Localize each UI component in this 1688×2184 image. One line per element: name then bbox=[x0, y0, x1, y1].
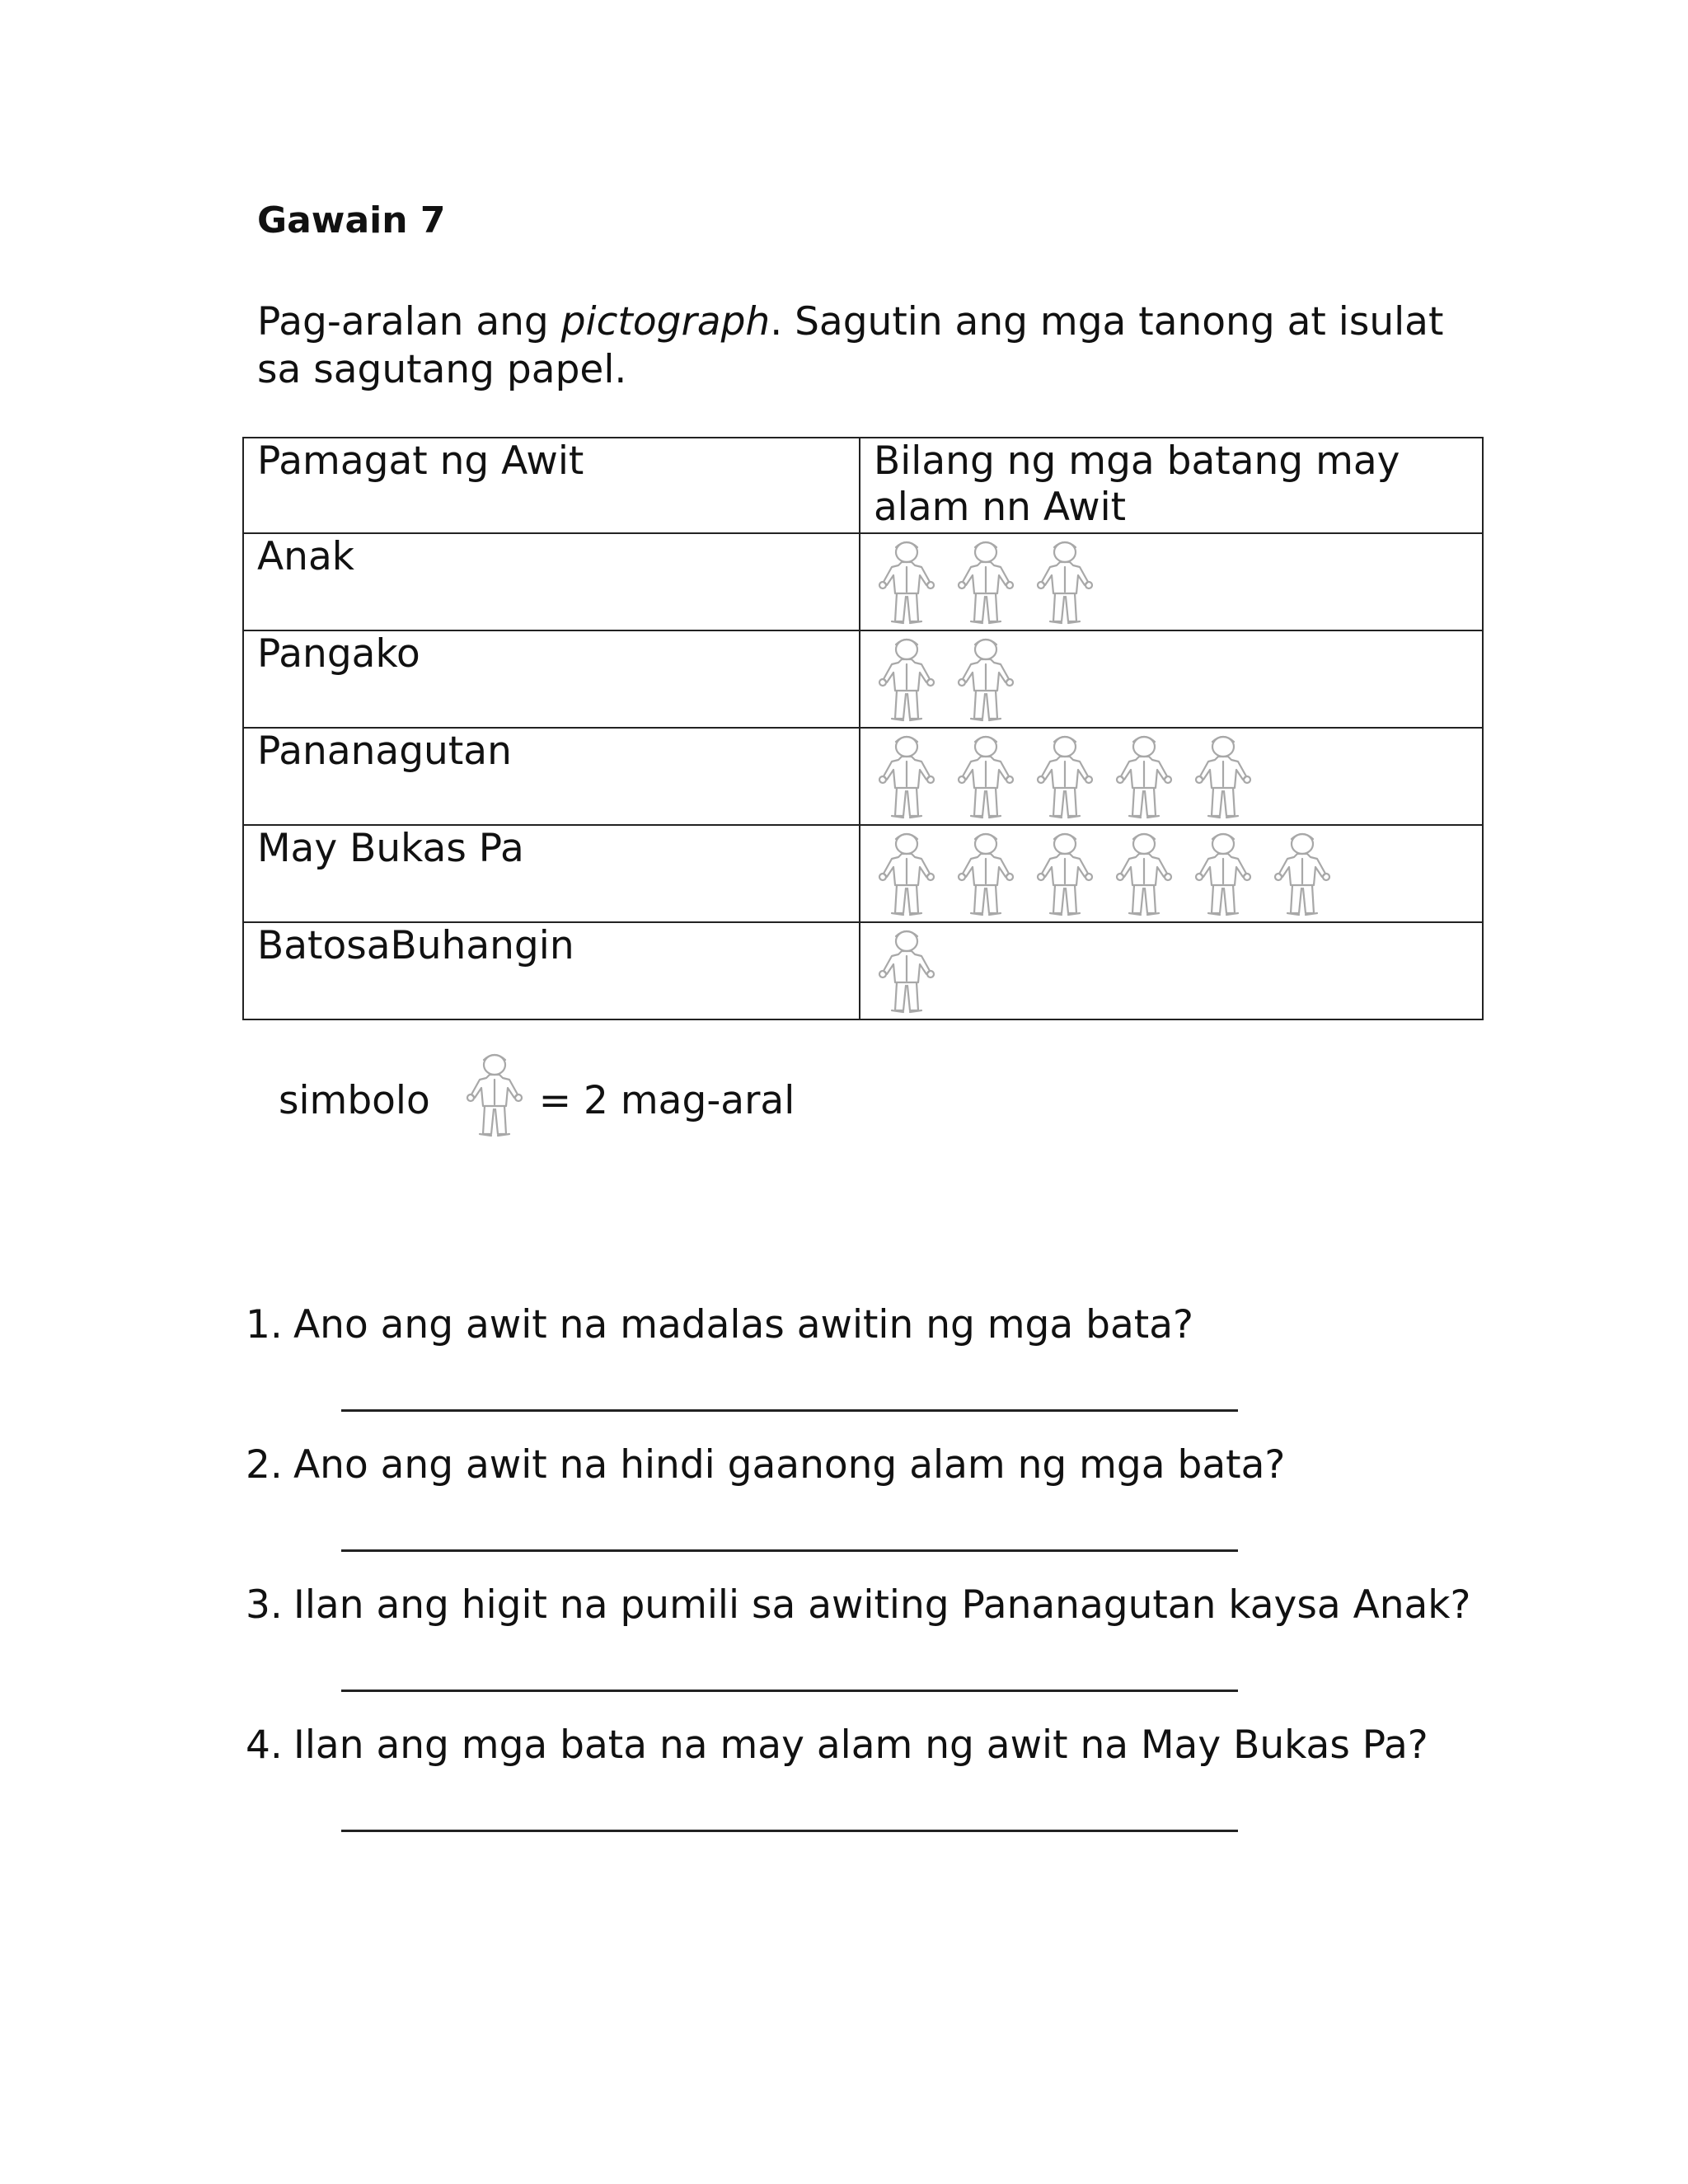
child-figure-icon bbox=[867, 827, 946, 920]
instructions-text-start: Pag-aralan ang bbox=[257, 299, 561, 344]
child-figure-icon bbox=[1104, 730, 1184, 823]
question-number: 4. bbox=[246, 1722, 283, 1768]
header-children-count: Bilang ng mga batang may alam nn Awit bbox=[860, 438, 1483, 533]
question-text: Ano ang awit na madalas awitin ng mga bata? bbox=[293, 1302, 1193, 1347]
child-figure-icon bbox=[1025, 827, 1104, 920]
instructions bbox=[257, 298, 1461, 394]
icon-cell bbox=[860, 922, 1483, 1019]
icon-group bbox=[867, 923, 1482, 1019]
icon-cell bbox=[860, 825, 1483, 922]
icon-group bbox=[867, 534, 1482, 630]
child-figure-icon bbox=[867, 730, 946, 823]
child-figure-icon bbox=[946, 827, 1025, 920]
song-title-cell: May Bukas Pa bbox=[243, 825, 860, 922]
table-row bbox=[243, 728, 1483, 825]
child-figure-icon bbox=[1263, 827, 1342, 920]
legend-icon-slot bbox=[430, 1048, 539, 1153]
icon-cell bbox=[860, 533, 1483, 630]
legend-value: = 2 mag-aral bbox=[538, 1077, 795, 1123]
icon-group bbox=[867, 826, 1482, 921]
child-figure-icon bbox=[1104, 827, 1184, 920]
child-figure-icon bbox=[946, 536, 1025, 628]
question-1 bbox=[246, 1301, 1193, 1350]
question-text: Ilan ang mga bata na may alam ng awit na May Bukas Pa? bbox=[293, 1722, 1428, 1768]
table-header-row bbox=[243, 438, 1483, 533]
song-title-cell: Pangako bbox=[243, 630, 860, 728]
header-song-title: Pamagat ng Awit bbox=[243, 438, 860, 533]
child-figure-icon bbox=[867, 536, 946, 628]
answer-line-3[interactable] bbox=[341, 1690, 1238, 1692]
child-figure-icon bbox=[1025, 730, 1104, 823]
icon-cell bbox=[860, 630, 1483, 728]
icon-cell bbox=[860, 728, 1483, 825]
child-figure-icon bbox=[946, 730, 1025, 823]
table-row bbox=[243, 825, 1483, 922]
question-4 bbox=[246, 1721, 1428, 1770]
legend-label: simbolo bbox=[279, 1077, 430, 1123]
icon-group bbox=[867, 729, 1482, 824]
child-figure-icon bbox=[867, 633, 946, 725]
question-text: Ano ang awit na hindi gaanong alam ng mga bata? bbox=[293, 1442, 1286, 1488]
legend bbox=[279, 1048, 795, 1153]
child-figure-icon bbox=[1025, 536, 1104, 628]
question-number: 2. bbox=[246, 1442, 283, 1488]
song-title-cell: BatosaBuhangin bbox=[243, 922, 860, 1019]
child-figure-icon bbox=[946, 633, 1025, 725]
table-row bbox=[243, 922, 1483, 1019]
table-row bbox=[243, 630, 1483, 728]
instructions-italic-term: pictograph bbox=[560, 299, 771, 344]
table-row bbox=[243, 533, 1483, 630]
question-text: Ilan ang higit na pumili sa awiting Pananagutan kaysa Anak? bbox=[293, 1582, 1471, 1628]
page-title: Gawain 7 bbox=[257, 199, 446, 241]
question-2 bbox=[246, 1441, 1285, 1490]
child-figure-icon bbox=[1184, 827, 1263, 920]
song-title-cell: Pananagutan bbox=[243, 728, 860, 825]
child-figure-icon bbox=[1184, 730, 1263, 823]
song-title-cell: Anak bbox=[243, 533, 860, 630]
answer-line-1[interactable] bbox=[341, 1409, 1238, 1412]
question-number: 1. bbox=[246, 1302, 283, 1347]
question-3 bbox=[246, 1581, 1470, 1630]
question-number: 3. bbox=[246, 1582, 283, 1628]
answer-line-4[interactable] bbox=[341, 1830, 1238, 1832]
icon-group bbox=[867, 631, 1482, 727]
instructions-text-end: . Sagutin ang mga tanong at isulat sa sagutang papel. bbox=[257, 299, 1444, 392]
child-figure-icon bbox=[867, 925, 946, 1017]
pictograph-table bbox=[242, 437, 1484, 1020]
answer-line-2[interactable] bbox=[341, 1549, 1238, 1552]
child-figure-icon bbox=[455, 1048, 534, 1141]
